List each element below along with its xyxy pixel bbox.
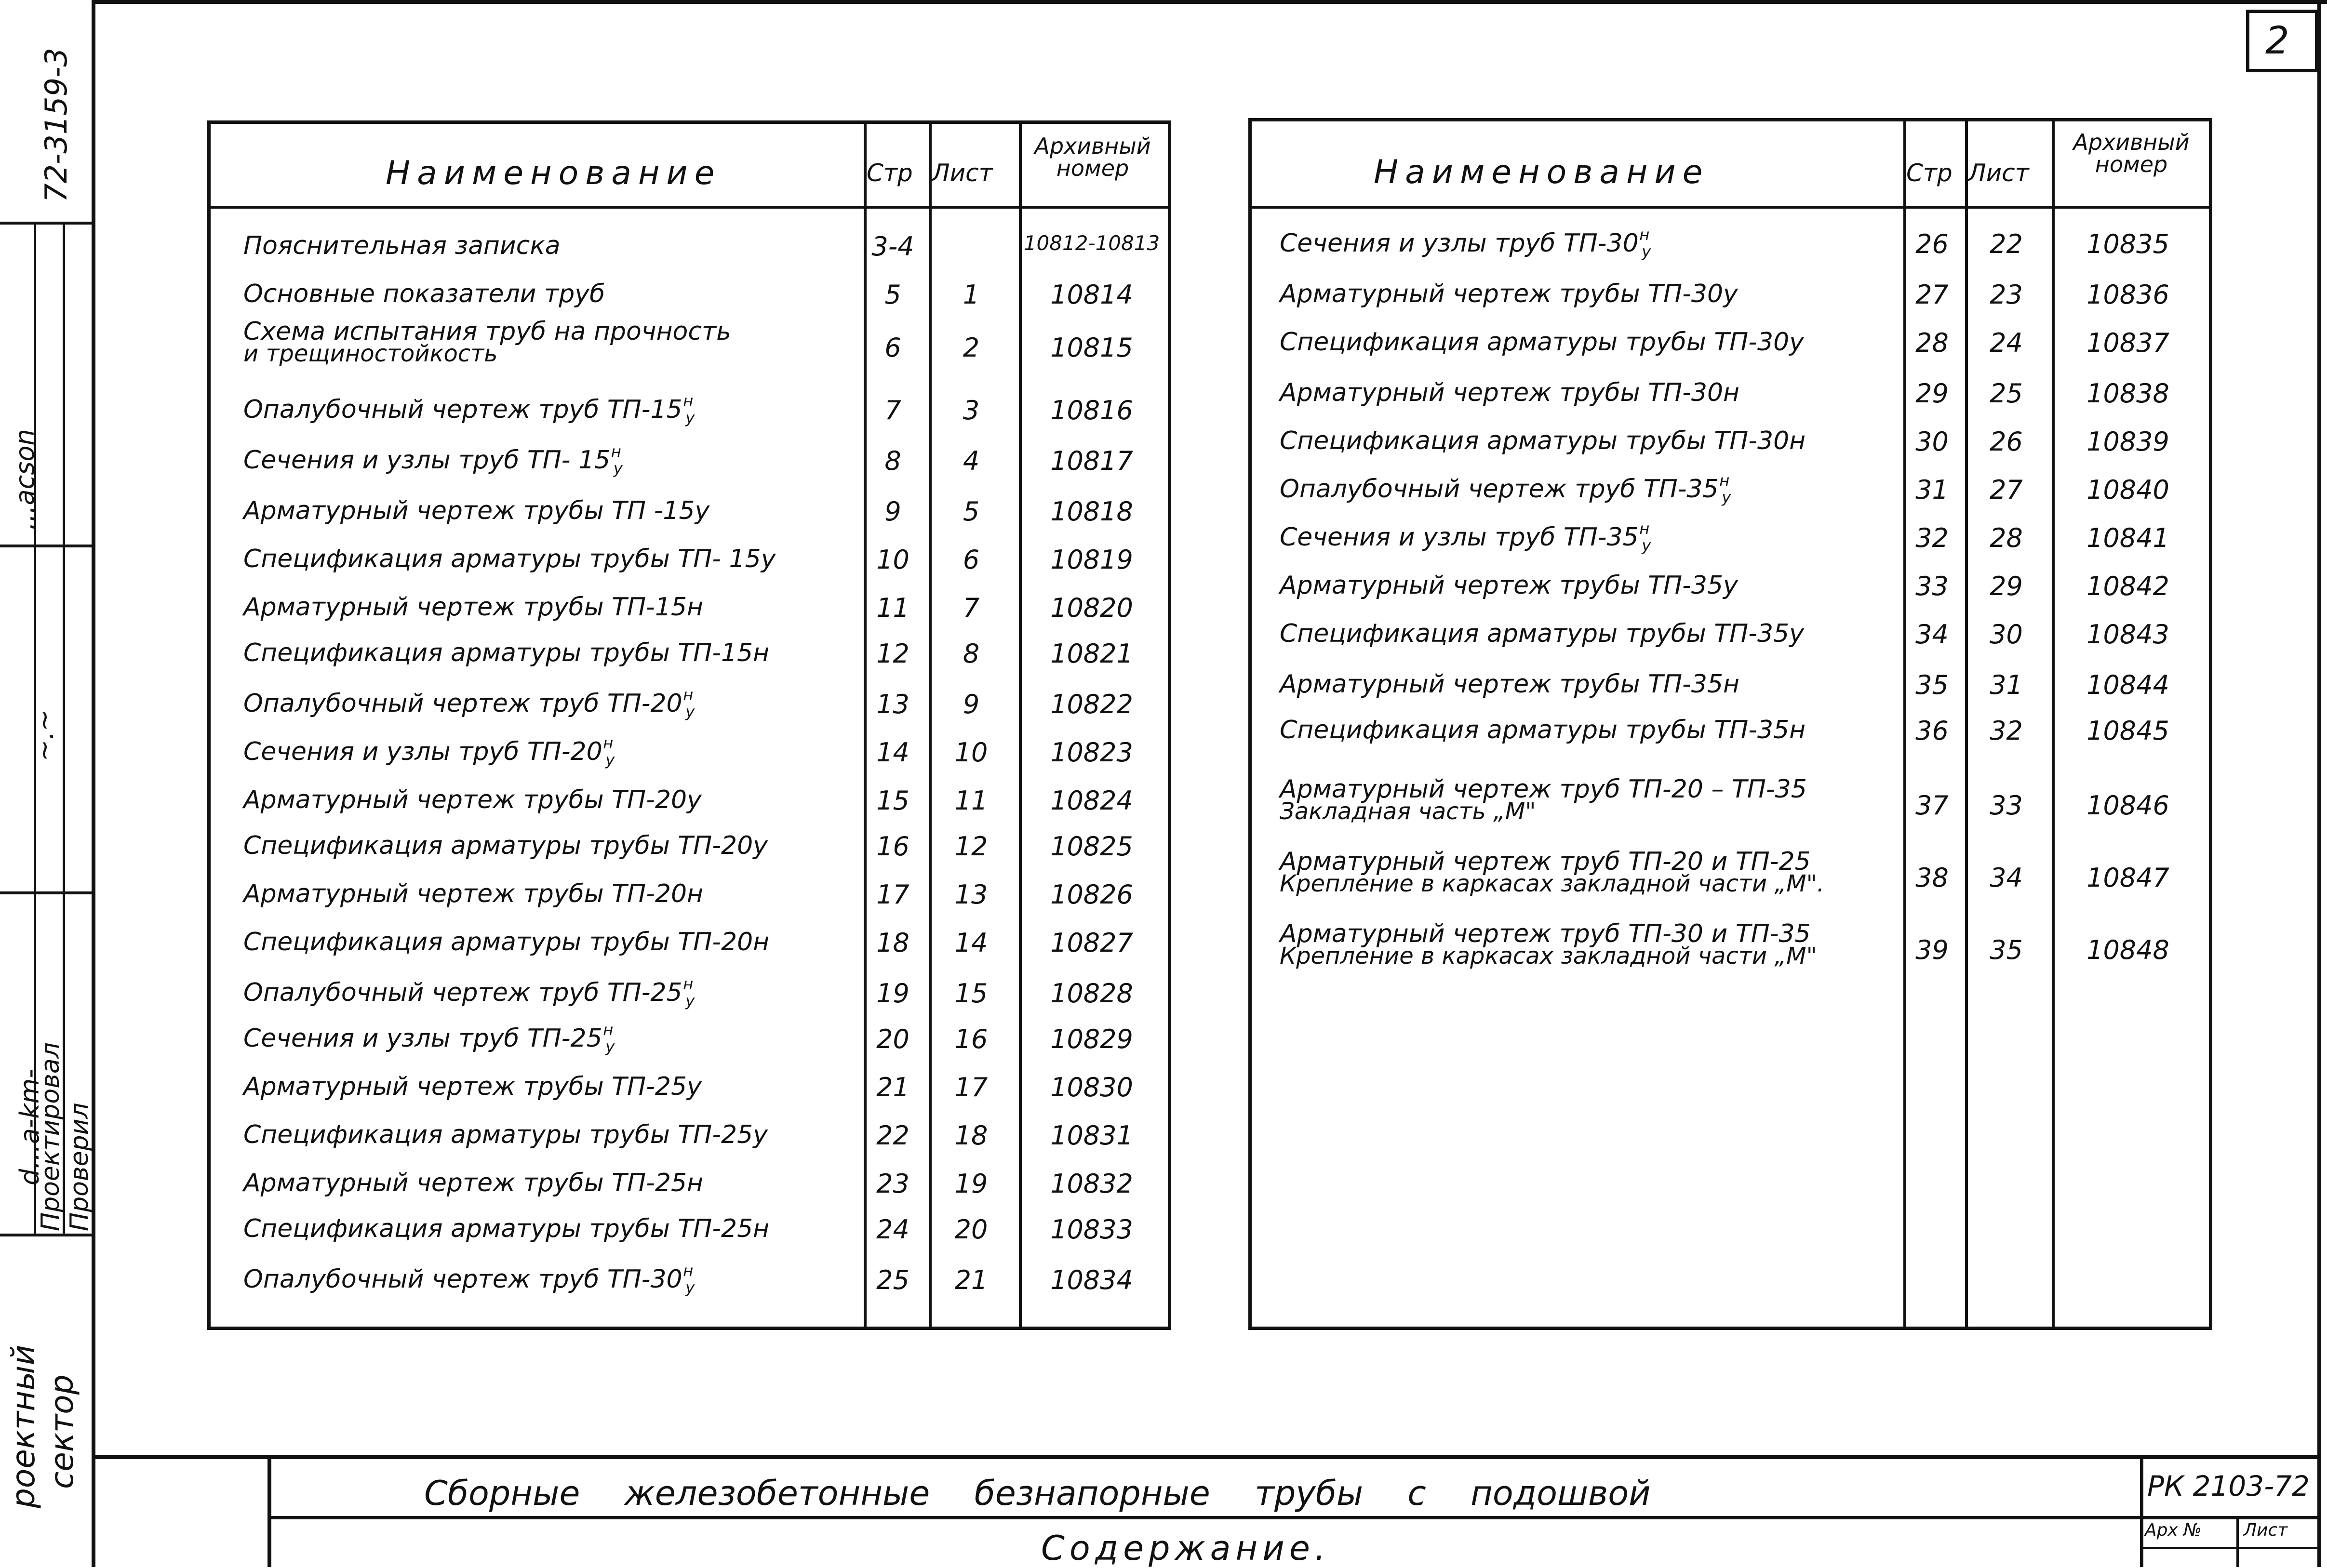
right_table-name-6: Опалубочный чертеж труб $ТП-35^н_у$ [1280,471,1731,507]
left_table-page-1: 3-4 [871,231,914,262]
left_table-sheet-18: 17 [954,1072,988,1103]
left_table-sub-22: у [685,1278,695,1297]
left_table-archive-21: 10833 [1050,1214,1133,1245]
left_table-page-19: 22 [876,1120,909,1151]
right_table-name-3: Спецификация арматуры трубы ТП-30у [1280,328,1804,357]
left_table-name-14: Арматурный чертеж трубы ТП-20н [243,879,704,908]
right_table-page-13: 38 [1915,863,1949,893]
left_table-archive-17: 10829 [1050,1024,1133,1054]
left_table-sub-10: у [685,703,695,721]
left_table-page-22: 25 [876,1265,909,1295]
left_table-archive-22: 10834 [1050,1265,1133,1295]
sidebar-scribble-1: ~.~ [29,709,59,761]
right-header-name: Наименование [1374,153,1710,191]
left_table-name-10: Опалубочный чертеж труб $ТП-20^н_у$ [243,685,695,721]
right_table-name-12: Арматурный чертеж труб ТП-20 – ТП-35 [1280,775,1807,804]
right_table-name-11: Спецификация арматуры трубы ТП-35н [1280,716,1806,744]
left_table-page-14: 17 [876,879,909,910]
right_table-archive-7: 10841 [2086,523,2169,553]
left_table-sub-4: у [685,409,695,427]
sidebar-scribble-2: d...a-km- [14,1069,45,1185]
left_table-sheet-2: 1 [963,279,980,310]
page-number: 2 [2265,19,2289,63]
left_table-archive-11: 10823 [1050,737,1133,768]
right_table-page-2: 27 [1915,279,1949,310]
left_table-name-21: Спецификация арматуры трубы ТП-25н [243,1214,770,1243]
left_table-name-13: Спецификация арматуры трубы ТП-20у [243,831,768,860]
right_table-archive-11: 10845 [2086,716,2169,746]
right_table-page-10: 35 [1915,670,1949,700]
left_table-name-2: Основные показатели труб [243,279,605,308]
left_table-name-3: Схема испытания труб на прочность [243,317,731,346]
right_table-name-14: Арматурный чертеж труб ТП-30 и ТП-35 [1280,919,1811,948]
sidebar-checked: Проверил [65,1103,94,1231]
left_table-sheet-14: 13 [954,879,988,910]
left_table-sheet-8: 7 [963,593,980,623]
right_table-name-4: Арматурный чертеж трубы ТП-30н [1280,378,1740,407]
arch-number-label: Арх № [2145,1520,2202,1540]
left_table-sheet-6: 5 [963,496,980,527]
left_table-sheet-13: 12 [954,831,988,862]
left-header-name: Наименование [386,154,722,192]
left_table-sup-10: н [683,685,694,704]
right-header-archive: Архивный номер [2073,129,2190,177]
left_table-sub-17: у [605,1037,615,1056]
left_table-sheet-5: 4 [963,446,980,476]
left_table-page-10: 13 [876,689,909,719]
right_table-sheet-7: 28 [1990,523,2023,553]
left_table-page-5: 8 [884,446,901,476]
left_table-page-16: 19 [876,978,909,1009]
sidebar-divider-1 [0,222,95,225]
left_table-name-6: Арматурный чертеж трубы ТП -15у [243,496,710,525]
right_table-name2-13: Крепление в каркасах закладной части „М". [1280,870,1824,897]
left_table-sheet-16: 15 [954,978,988,1009]
left_table-page-2: 5 [884,279,901,310]
sidebar-designed: Проектировал [36,1042,65,1231]
left_table-archive-1: 10812-10813 [1023,231,1160,255]
right_table-sub-6: у [1722,488,1731,507]
left_table-sub-5: у [613,459,623,478]
sidebar-divider-2 [0,545,95,547]
right_table-name2-14: Крепление в каркасах закладной части „М" [1280,943,1817,970]
right_table-sheet-1: 22 [1990,229,2023,259]
left_table-sheet-10: 9 [963,689,980,719]
left_table-page-12: 15 [876,785,909,816]
left-header-archive: Архивный номер [1034,133,1151,181]
right_table-name2-12: Закладная часть „М" [1280,798,1536,825]
left_table-name-15: Спецификация арматуры трубы ТП-20н [243,928,770,957]
left_table-sheet-21: 20 [954,1214,988,1245]
right_table-sup-1: н [1639,225,1650,244]
right_table-archive-4: 10838 [2086,378,2169,409]
right_table-name-10: Арматурный чертеж трубы ТП-35н [1280,670,1740,699]
right_table-sheet-4: 25 [1990,378,2023,409]
right_table-sheet-13: 34 [1990,863,2023,893]
right_table-sheet-9: 30 [1990,619,2023,650]
right-header-sheet: Лист [1968,159,2029,187]
right_table-sheet-11: 32 [1990,716,2023,746]
left_table-archive-2: 10814 [1050,279,1133,310]
left_table-sup-22: н [683,1261,694,1280]
left_table-page-3: 6 [884,332,901,363]
right_table-archive-10: 10844 [2086,670,2169,700]
left_table-sup-16: н [683,974,694,993]
right_table-archive-2: 10836 [2086,279,2169,310]
sidebar-sector-line2: сектор [43,1374,80,1489]
right_table-name-2: Арматурный чертеж трубы ТП-30у [1280,279,1738,308]
left_table-name-16: Опалубочный чертеж труб $ТП-25^н_у$ [243,974,695,1010]
right_table-sheet-8: 29 [1990,571,2023,601]
left_table-name-7: Спецификация арматуры трубы ТП- 15у [243,545,776,573]
left_table-archive-9: 10821 [1050,638,1133,669]
drawing-title: Сборные железобетонные безнапорные трубы с подошвой [424,1474,1651,1513]
right_table-page-7: 32 [1915,523,1949,553]
left_table-archive-20: 10832 [1050,1169,1133,1199]
left_table-name-20: Арматурный чертеж трубы ТП-25н [243,1169,704,1197]
right_table-archive-8: 10842 [2086,571,2169,601]
right_table-page-6: 31 [1915,475,1949,505]
left_table-sheet-15: 14 [954,928,988,958]
right_table-name-7: Сечения и узлы труб $ТП-35^н_у$ [1280,519,1651,555]
left_table-page-21: 24 [876,1214,909,1245]
left_table-name2-3: и трещиностойкость [243,340,498,367]
left_table-page-13: 16 [876,831,909,862]
right_table-sheet-3: 24 [1990,328,2023,358]
left_table-archive-12: 10824 [1050,785,1133,816]
right_table-sheet-14: 35 [1990,935,2023,965]
left_table-archive-19: 10831 [1050,1120,1133,1151]
left_table-page-20: 23 [876,1169,909,1199]
left_table-archive-14: 10826 [1050,879,1133,910]
frame-right [2317,0,2321,1567]
titleblock-left [267,1455,271,1567]
left_table-sup-17: н [603,1020,614,1039]
left_table-archive-3: 10815 [1050,332,1133,363]
left_table-page-9: 12 [876,638,909,669]
left_table-name-5: Сечения и узлы труб ТП- $15^н_у$ [243,442,623,478]
sidebar-divider-4 [0,1234,95,1236]
left_table-page-6: 9 [884,496,901,527]
sidebar-code: 72-3159-3 [39,48,74,202]
left_table-page-11: 14 [876,737,909,768]
left_table-archive-18: 10830 [1050,1072,1133,1103]
right_table-page-1: 26 [1915,229,1949,259]
right_table-archive-5: 10839 [2086,426,2169,457]
left_table-page-4: 7 [884,395,901,425]
left_table-name-9: Спецификация арматуры трубы ТП-15н [243,638,770,667]
right_table-archive-1: 10835 [2086,229,2169,259]
right_table-archive-9: 10843 [2086,619,2169,650]
titleblock-code-split [2140,1547,2321,1549]
left_table-name-19: Спецификация арматуры трубы ТП-25у [243,1120,768,1149]
right_table-page-12: 37 [1915,790,1949,821]
right_table-name-1: Сечения и узлы труб $ТП-30^н_у$ [1280,225,1651,261]
left_table-page-8: 11 [876,593,909,623]
right_table-archive-6: 10840 [2086,475,2169,505]
left_table-sheet-17: 16 [954,1024,988,1054]
right_table-archive-12: 10846 [2086,790,2169,821]
left_table-name-17: Сечения и узлы труб $ТП-25^н_у$ [243,1020,615,1056]
left_table-page-15: 18 [876,928,909,958]
titleblock-sheet-split [2236,1519,2239,1567]
left_table-sheet-4: 3 [963,395,980,425]
left_table-sub-11: у [605,751,615,770]
right_table-archive-14: 10848 [2086,935,2169,965]
left_table-archive-6: 10818 [1050,496,1133,527]
left_table-name-18: Арматурный чертеж трубы ТП-25у [243,1072,702,1101]
left_table-sheet-12: 11 [954,785,988,816]
sidebar-sector-line1: роектный [5,1344,42,1508]
left_table-archive-7: 10819 [1050,545,1133,575]
left_table-archive-15: 10827 [1050,928,1133,958]
left_table-sup-11: н [603,733,614,752]
left_table-name-12: Арматурный чертеж трубы ТП-20у [243,785,702,814]
right_table-sup-7: н [1639,519,1650,538]
left_table-archive-16: 10828 [1050,978,1133,1009]
sidebar-pasted: ...acson [10,429,40,530]
right_table-sub-7: у [1642,536,1651,555]
left_table-archive-5: 10817 [1050,446,1133,476]
left_table-sheet-20: 19 [954,1169,988,1199]
left_table-name-22: Опалубочный чертеж труб $ТП-30^н_у$ [243,1261,695,1297]
left_table-name-4: Опалубочный чертеж труб $ТП-15^н_у$ [243,391,695,427]
left-header-page: Стр [867,159,913,187]
drawing-code: РК 2103-72 [2147,1470,2310,1502]
left_table-sheet-7: 6 [963,545,980,575]
right_table-sup-6: н [1719,471,1730,490]
left_table-name-8: Арматурный чертеж трубы ТП-15н [243,593,704,622]
left_table-page-17: 20 [876,1024,909,1054]
right_table-sub-1: у [1642,242,1651,261]
right_table-sheet-5: 26 [1990,426,2023,457]
left_table-page-7: 10 [876,545,909,575]
left_table-name-11: Сечения и узлы труб $ТП-20^н_у$ [243,733,615,770]
right_table-name-9: Спецификация арматуры трубы ТП-35у [1280,619,1804,648]
right_table-sheet-12: 33 [1990,790,2023,821]
left_table-archive-10: 10822 [1050,689,1133,719]
left_table-page-18: 21 [876,1072,909,1103]
titleblock-mid [267,1516,2321,1519]
right_table-archive-13: 10847 [2086,863,2169,893]
titleblock-right [2140,1455,2143,1567]
right_table-sheet-10: 31 [1990,670,2023,700]
frame-top [92,0,2327,4]
left-header-sheet: Лист [932,159,993,187]
right-header-page: Стр [1906,159,1953,187]
right_table-page-5: 30 [1915,426,1949,457]
left_table-sheet-3: 2 [963,332,980,363]
right_table-name-8: Арматурный чертеж трубы ТП-35у [1280,571,1738,600]
left_table-sup-4: н [683,391,694,410]
left_table-sheet-19: 18 [954,1120,988,1151]
left_table-sheet-9: 8 [963,638,980,669]
left_table-archive-4: 10816 [1050,395,1133,425]
frame-left [92,0,95,1567]
sheet-label: Лист [2244,1520,2288,1540]
right_table-page-9: 34 [1915,619,1949,650]
right_table-name-13: Арматурный чертеж труб ТП-20 и ТП-25 [1280,847,1811,876]
right_table-page-4: 29 [1915,378,1949,409]
left_table-name-1: Пояснительная записка [243,231,561,260]
right_table-archive-3: 10837 [2086,328,2169,358]
right_table-page-8: 33 [1915,571,1949,601]
right_table-name-5: Спецификация арматуры трубы ТП-30н [1280,426,1806,455]
sidebar-divider-3 [0,891,95,894]
left_table-archive-13: 10825 [1050,831,1133,862]
left_table-archive-8: 10820 [1050,593,1133,623]
left_table-sheet-22: 21 [954,1265,988,1295]
right_table-sheet-6: 27 [1990,475,2023,505]
left_table-sheet-11: 10 [954,737,988,768]
right_table-sheet-2: 23 [1990,279,2023,310]
left_table-sub-16: у [685,992,695,1010]
right_table-page-14: 39 [1915,935,1949,965]
drawing-subtitle: Содержание. [1041,1528,1331,1568]
right_table-page-11: 36 [1915,716,1949,746]
titleblock-top [92,1455,2321,1459]
right_table-page-3: 28 [1915,328,1949,358]
left_table-sup-5: н [611,442,621,461]
